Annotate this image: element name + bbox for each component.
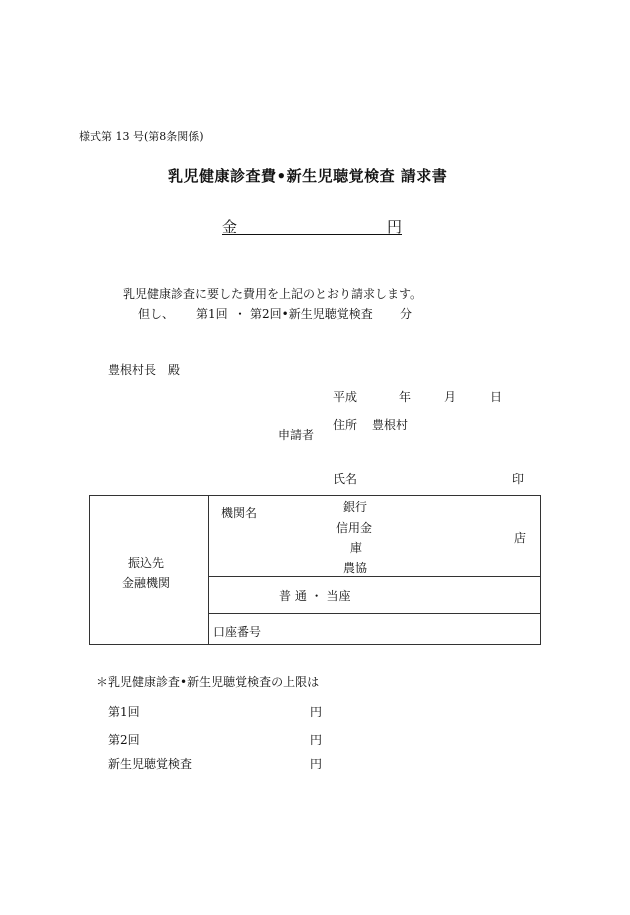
address-label: 住所 [333,418,358,432]
table-row-divider-1 [208,576,541,577]
bank-transfer-table [89,495,541,645]
date-month-label: 月 [444,390,457,404]
type-shinkin-cont: 庫 [350,541,363,555]
portion-label: 分 [400,307,413,321]
round1-option[interactable]: 第1回 [196,307,228,321]
amount-prefix: 金 [222,218,238,236]
limits-heading: ＊乳児健康診査•新生児聴覚検査の上限は [96,675,320,689]
date-year-label: 年 [399,390,412,404]
limit-row1-label: 第1回 [108,705,140,719]
type-shinkin[interactable]: 信用金 [336,521,373,535]
addressee: 豊根村長 殿 [108,363,181,377]
branch-label: 店 [514,531,527,545]
option-separator: ・ [234,307,247,321]
account-number-label: 口座番号 [213,625,262,639]
limit-row1-unit: 円 [310,705,323,719]
limit-row3-unit: 円 [310,757,323,771]
address-value: 豊根村 [372,418,409,432]
form-number: 様式第 13 号(第8条関係) [79,130,204,143]
amount-suffix: 円 [386,218,402,236]
type-bank[interactable]: 銀行 [343,500,368,514]
request-statement: 乳児健康診査に要した費用を上記のとおり請求します。 [123,287,423,301]
limit-row2-label: 第2回 [108,733,140,747]
financial-institution-label: 金融機関 [122,576,171,590]
type-nokyo[interactable]: 農協 [343,561,368,575]
date-era: 平成 [333,390,358,404]
limit-row3-label: 新生児聴覚検査 [108,757,193,771]
date-day-label: 日 [490,390,503,404]
account-number-field[interactable] [290,618,530,640]
table-row-divider-2 [208,613,541,614]
name-label: 氏名 [333,472,358,486]
table-column-divider [208,496,209,644]
proviso-label: 但し、 [138,307,175,321]
round2-hearing-option[interactable]: 第2回•新生児聴覚検査 [250,307,373,321]
document-title: 乳児健康診査費•新生児聴覚検査 請求書 [168,167,448,185]
applicant-label: 申請者 [278,428,315,442]
account-type-options[interactable]: 普 通 ・ 当座 [279,589,351,603]
institution-name-label: 機関名 [221,506,258,520]
transfer-label: 振込先 [128,556,165,570]
amount-field[interactable] [222,216,402,235]
seal-mark: 印 [512,472,525,486]
limit-row2-unit: 円 [310,733,323,747]
